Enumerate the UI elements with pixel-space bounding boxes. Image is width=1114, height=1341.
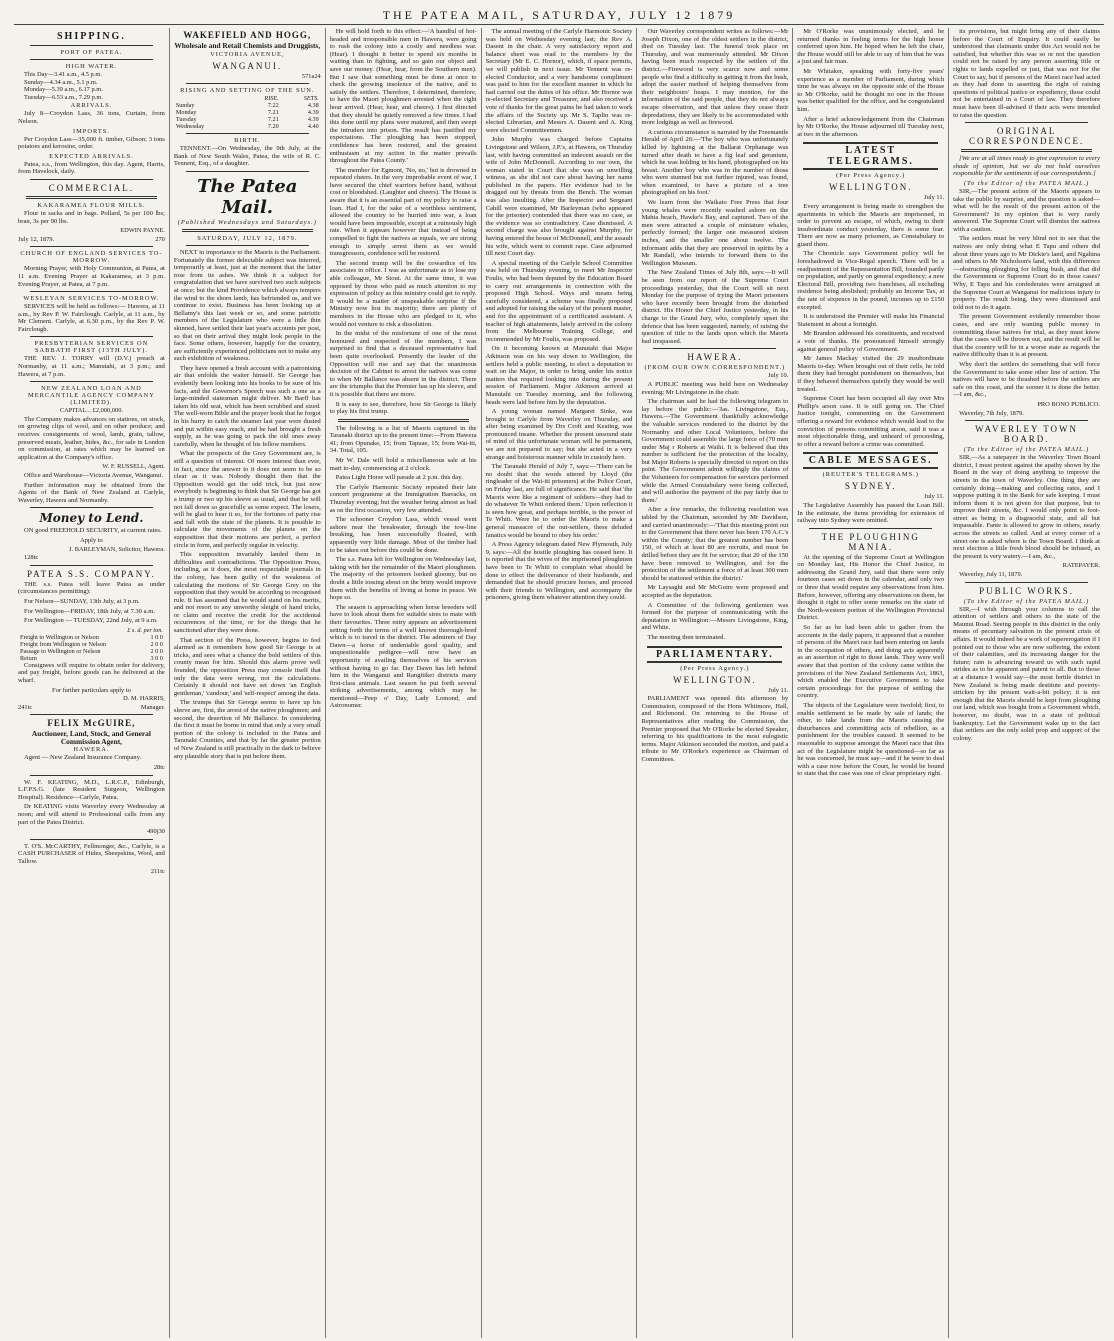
mccarthy-ref: 211tc <box>150 867 165 875</box>
letter-addressee: (To the Editor of the PATEA MAIL.) <box>963 446 1090 454</box>
leader-paragraph: They have opened a fresh account with a patronising air that enfolds the waiter himself. Sir George has evidently been looking into his books to be sure of his facts, and the Governor's Speech was such a one as a large-minded statesman might deliver. Mr Barff has taken his old seat, which has been scrubbed and sized. The well-worn Bible and the prayer book that he forgot in his hurry to catch the steamer last year were dusted and put within easy reach, and he had brought a fresh supply, as he was going to pack the old ones away carefully, when he thought of his fellow members. <box>173 364 321 448</box>
sun-header-rise: RISE. <box>264 95 279 103</box>
sailing-line: For Wellington — TUESDAY, 22nd July, at 9 a.m. <box>24 617 158 625</box>
letter-signature: PRO BONO PUBLICO. <box>1037 400 1101 408</box>
commercial-heading: COMMERCIAL. <box>48 182 135 193</box>
news-item: The annual meeting of the Carlyle Harmonic Society was held on Wednesday evening last; the Rev A. Dasent in the chair. A very satisfactory report and balance sheet was read to the members by the Secretary (Mr E. C. Hornor), which, if space permits, we will publish in next issue. Mr Tennent was re-elected Conductor, and a very handsome compliment was paid to him for the excellent manner in which he had carried out the duties of his office. Mr Hornor was re-elected Secretary and Treasurer, and also received a vote of thanks for the great pains he had taken to work the affairs of the Society up. Mr S. Taplin was re-elected Librarian, and Messrs A. Dasent and A. King were elected Committeemen. <box>485 28 633 134</box>
money-text: ON good FREEHOLD SECURITY, at current rates. <box>24 527 162 535</box>
patea-footer <box>18 704 165 712</box>
freight-row <box>18 634 165 641</box>
sun-table <box>174 95 321 130</box>
tide-line: Monday—5.39 a.m., 6.17 p.m. <box>24 86 103 94</box>
cable-place: SYDNEY. <box>844 481 897 492</box>
parliamentary-paragraph: Mr O'Rorke was unanimously elected, and he returned thanks in feeling terms for the high honor conferred upon him. He hoped when he left the chair, the House would still be able to say of him that he was a just and fair man. <box>797 28 945 66</box>
cable-date: July 11. <box>924 493 945 501</box>
sun-set: 4.40 <box>307 123 319 131</box>
divider <box>26 196 157 199</box>
mcguire-ref: 28tc <box>153 764 165 772</box>
leader-paragraph: What the prospects of the Grey Government are, is still a question of interest. Of more interest than ever, in fact, since the answer to it does not seem to be so clear as it was. Nobody thought then that the Opposition would get the odd trick, but just now everybody is beginning to think that Sir George has got a trump or two up his sleeve as usual, and that he will not fall down so gracefully as some expect. The losers, will be glad to hear it so, for the fortunes of party rise and fall with the state of the planets. It is possible to calculate the movements of the planets on the supposition that their motions are perfect, a perfect circle in form, and perfectly regular in velocity. <box>173 450 321 549</box>
column-4 <box>481 28 637 1338</box>
presbyterian-text: THE REV. J. TORRY will (D.V.) preach at Normanby, at 11 a.m.; Manutahi, at 3 p.m.; and Hawera, at 7 p.m. <box>18 355 165 378</box>
news-item: The s.s. Patea left for Wellington on Wednesday last, taking with her the remainder of the Maori ploughmen. The majority of the prisoners looked gloomy, but no doubt a little tossing about on the briny would improve them with the benefits of living at home in peace. We hope so. <box>329 556 477 602</box>
hawera-paragraph: The chairman said he had the following telegram to lay before the public:—'Jas. Livingstone, Esq., Hawera.—The Government thankfully acknowledge the valuable services rendered to the district by the Normanby and other Local Volunteers, before the Government could assemble the large force of (70 men under Maj r Roberts at Waihi. It is believed that this number is sufficient for the protection of the locality, but Major Roberts is specially directed to report on this point. The Government admit willingly the claims of the Volunteers for compensation for services performed while the Armed Constabulary were being collected, and will authorise the payment of the pay fairly due to them.' <box>641 398 789 504</box>
letter-paragraph: The settlers must be very blind not to see that the natives are only doing what E Tapu and others did about three years ago to Mr Dickie's land, and Ngahina and others to Mr Nicholson's land, with this difference—obstructing ploughing for felling bush, and that did the Government or Supreme Court do in those cases? Why, E Tapu and his confederates were arraigned at the Supreme Court at Wanganui for malicious injury to property. The result being, they were dismissed and told not to do it again. <box>953 235 1101 311</box>
tide-line: Sunday—4.34 a.m., 5.1 p.m. <box>24 78 98 86</box>
shipping-heading: SHIPPING. <box>57 31 126 42</box>
freight-value: 2 0 0 <box>150 647 163 655</box>
divider <box>30 179 153 180</box>
news-item: The season is approaching when horse breeders will have to look about them for suitable sires to mate with their favourites. Three entry appears an advertisement setting forth the terms of a well known thorough-bred which is to travel in the district. The admirers of Day Dawn—a horse of undeniable good quality, and unquestionable pedigree—will now have an opportunity of availing themselves of his services without having to go far. Day Dawn has left behind him in the Wanganui and Rangitikei districts many first-class animals. Last season he put forth several striking advertisements, among which may be mentioned—Peep o' Day, Lady Lomond, and Astronomer. <box>329 603 477 710</box>
news-item: A special meeting of the Carlyle School Committee was held on Thursday evening, to meet Mr Inspector Foulis, who had been deputed by the Education Board to carry out arrangements in connection with the proposed High School. Ways and means being carefully considered, a scheme was finally proposed and adopted for raising the salary of the present master, and for the appointment of a certificated assistant. A teacher of high attainments, lately arrived in the colony from the Melbourne Training College, and recommended by Mr Foulis, was proposed. <box>485 259 633 343</box>
telegram-paragraph: Supreme Court has been occupied all day over Mrs Phillip's arson case. It is still going on. The Chief Justice tonight, commenting on the Government offering a reward for evidence which would lead to the conviction of persons committing arson, said it was a most objectionable thing, and unheard of proceeding, to offer a reward before a crime was committed. <box>797 395 945 448</box>
high-water-heading: HIGH WATER. <box>65 63 118 70</box>
letter-paragraph: SIR,—The present action of the Maoris appears to take the public by surprise, and the question is asked—what will be the result of the present action of the Government? In my opinion that is very rarely answered. The Supreme Court will dismiss the natives with a caution. <box>953 187 1101 233</box>
cable-text: The Legislative Assembly has passed the Loan Bill. In the estimate, the items providing for extension of railway into Sydney were omitted. <box>797 501 945 525</box>
parliamentary-paragraph: Mr Whitaker, speaking with forty-five years' experience as a member of Parliament, during which time he was always on the opposite side of the House to Mr O'Rorke, said he thought no one in the House was better qualified for the office, and he congratulated him. <box>797 67 945 113</box>
masthead-title: THE PATEA MAIL, SATURDAY, JULY 12 1879 <box>382 7 736 22</box>
mills-footer <box>18 236 165 244</box>
telegram-paragraph: It is understood the Premier will make his Financial Statement in about a fortnight. <box>797 313 945 328</box>
cable-messages-heading: CABLE MESSAGES. <box>803 452 938 469</box>
sun-rise: 7.20 <box>267 123 279 131</box>
patea-ss-text: THE s.s. Patea will leave Patea as under (circumstances permitting): <box>18 580 165 596</box>
freight-table <box>18 627 165 662</box>
arrivals-text: July 8—Croydon Lass, 36 tons, Curtain, from Nelson. <box>18 110 165 125</box>
tide-line: Tuesday—6.53 a.m., 7.29 p.m. <box>24 93 103 101</box>
letter-paragraph: SIR,—I wish through your columns to call the attention of settlers and others to the state of the Maunui Road. Seeing people in this district in the only means of pecuniary salvation in the present crisis of affairs. It would indeed be a work of supererogation if I pointed out to those who are now suffering, the extent of their calamities, and its increasing danger for the future; rain is advancing toward us with such rapid strides as to be apparent and patent to all. But to those at a distance I would say—the most fertile district in New Zealand is being made destitute and poverty-stricken by the present wait-a-bit policy; it is not enough that the Maoris should be kept from ploughing our land, which was bought from a Government which, however, no doubt, was in a state of political bankruptcy. Let the Government wake up to the fact that settlers are the only solid prop and support of the colony. <box>953 605 1101 742</box>
paper-subtitle: (Published Wednesdays and Saturdays.) <box>177 218 317 226</box>
leader-paragraph: In the midst of the misfortune of one of the most honoured and respected of the members, I was surprised to find that a deceased representative had been quite overlooked. Presently the leader of the Opposition will rise and say that the unanimous decision of the Cabinet to arrest the natives was come to when Mr Ballance was absent in the district. There are the triumphs that the Premier has up his sleeve, and it is possible that there are more. <box>329 330 477 398</box>
latest-telegrams-heading: LATEST TELEGRAMS. <box>803 142 938 170</box>
patea-signature: D. M. HARRIS, <box>123 695 165 703</box>
mcguire-name: FELIX McGUIRE, <box>47 718 136 729</box>
news-item: The following is a list of Maoris captured in the Taranaki district up to the present time:—From Hawera 41; from Opunake, 15; from Tapuae, 15; from Wai-iti, 34. Total, 105. <box>329 424 477 455</box>
patea-ref: 241tc <box>18 703 33 711</box>
column-1 <box>14 28 169 1338</box>
wakefield-hogg-ref: 571a24 <box>301 72 321 80</box>
letter-addressee: (To the Editor of the PATEA MAIL.) <box>963 179 1090 187</box>
divider <box>653 348 776 349</box>
letter-addressee: (To the Editor of the PATEA MAIL.) <box>963 597 1090 605</box>
issue-date: SATURDAY, JULY 12, 1879. <box>197 234 298 242</box>
divider <box>186 171 309 172</box>
telegram-paragraph: Mr Brandon addressed his constituents, and received a vote of thanks. He pronounced himself strongly against general policy of Government. <box>797 330 945 353</box>
col-pounds: £ <box>127 626 131 634</box>
news-item: The New Zealand Times of July 8th, says:—It will be seen from our report of the Supreme Court proceedings yesterday, that the Court will sit next Monday for the purpose of trying the Maori prisoners who have recently been brought from the disturbed district. His Honor the Chief Justice yesterday, in his charge to the Grand Jury, who, completely upset the defence that has been suggested, namely, of raising the question of title to the lands upon which the Maoris had trespassed. <box>641 269 789 345</box>
divider <box>30 839 153 840</box>
leader-paragraph: That section of the Press, however, begins to feel alarmed as it remembers how good Sir George is at tricks, and sees what a chance the bold settlers of this county mean for him. Should this alarm prove well founded, the opposition Press may console itself that only the data were wrong, not the calculations. Certainly it should not have set down 'an English gentleman,' 'candour,' and 'self-respect' among the data. <box>173 636 321 697</box>
freight-header-units <box>120 627 165 634</box>
keating-ref: 490j30 <box>147 828 165 836</box>
hawera-paragraph: After a few remarks, the following resolution was tabled by the Chairman, seconded by Mr Davidson, and carried unanimously:—'That this meeting point out to the Government that there never has been 170 A.C.'s within the County; that the greatest number has been 150, of which at least 80 are recruits, and must be drilled before they are fit for service; that 20 of the 150 have been removed to Wellington, and for the protection of the settlement a force of at least 300 men should be stationed within the district.' <box>641 506 789 582</box>
news-item: A curious circumstance is narrated by the Freemantle Herald of April 26:—'The boy who was unfortunately killed by lightning at the Ballarat Orphanage was turned after death to have a fig leaf and geranium, which he was holding in his hand, photographed on his breast. Another boy who was in the number of those who were stunned but not further injured, was found, when examined, to have a picture of a tree photographed on his foot.' <box>641 128 789 197</box>
freight-label: Return <box>20 654 37 662</box>
news-item: The Taranaki Herald of July 7, says:—'There can be no doubt that the words uttered by Lloyd (the ringleader of the Wai-iti prisoners) at the Police Court, on Friday last, are full of significance. He said that 'the Maoris were like a regiment of soldiers—they had to do whatever Te Whiti ordered them.' Upon reflection it is seen how great, and perhaps terrible, is the power of Te Whiti. Were he to order the Maoris to make a general massacre of the out-settlers, these deluded fanatics would be bound to obey his order.' <box>485 463 633 539</box>
letter-signature: RATEPAYER. <box>1062 562 1101 570</box>
col-per-ton: per ton. <box>143 626 163 634</box>
parliamentary-paragraph: After a brief acknowledgement from the Chairman by Mr O'Rorke, the House adjourned till Tuesday next, at two in the afternoon. <box>797 115 945 138</box>
hawera-subheading: (FROM OUR OWN CORRESPONDENT.) <box>644 364 786 372</box>
wakefield-hogg-name: WAKEFIELD AND HOGG, <box>183 30 312 40</box>
freight-row <box>18 655 165 662</box>
divider <box>186 83 309 84</box>
letter-paragraph: The present Government evidently remember those cases, and are only wanting public money in committing those natives for trial, as they must know that the cases will be thrown out, and the result will be that the country will be in a worse state as regards the native difficulty than it is at present. <box>953 313 1101 359</box>
mills-date: July 12, 1879. <box>18 235 55 243</box>
col-pence: d. <box>137 626 143 634</box>
letter-date: Waverley, July 11, 1879. <box>959 571 1023 579</box>
divider <box>30 714 153 715</box>
column-3 <box>325 28 481 1338</box>
tide-list <box>18 71 165 101</box>
divider <box>809 528 932 529</box>
divider <box>182 229 313 232</box>
freight-value: 1 0 0 <box>150 633 163 641</box>
divider <box>965 122 1088 123</box>
patea-role: Manager. <box>140 703 165 711</box>
keating-text: Dr KEATING visits Waverley every Wednesday at noon; and will attend to Professional calls from any part of the Patea District. <box>18 803 165 826</box>
sun-set: 4.39 <box>307 116 319 124</box>
column-2 <box>169 28 325 1338</box>
sun-row <box>174 109 321 116</box>
latest-agency: (Per Press Agency.) <box>836 172 906 180</box>
telegram-paragraph: Mr James Mackay visited the 29 insubordinate Maoris to-day. When brought out of their cells, he told them they had brought punishment on themselves, but if they behaved themselves quietly they would be well treated. <box>797 355 945 393</box>
hawera-paragraph: A Committee of the following gentlemen was formed for the purpose of communicating with the deputation in Wellington:—Messrs Livingstone, King, and White. <box>641 601 789 632</box>
latest-place: WELLINGTON. <box>828 182 913 193</box>
leader-paragraph: The second trump will be the cowardice of his associates in office. I was as unfortunate as to lose my able colleague, Mr Stout. At the same time, it was opposed by those who paid as much attention to my expression of policy as this ministry could get to reply. It would be a matter of unspeakable surprise if the Ministry now lost its majority; there are plenty of members in the House who are pledged to it, who would not venture to risk a dissolution. <box>329 259 477 328</box>
news-item: A Press Agency telegram dated New Plymouth, July 9, says:—All the hostile ploughing has ceased here. It is reported that the wives of the imprisoned ploughmen have been to Te Whiti to complain what should be done to effect the deliverance of their husbands, and demanded that he should procure horses, and proceed with their friends to Wellington, and accompany the prisoners, giving them whatever attention they could. <box>485 541 633 602</box>
correspondence-note: [We are at all times ready to give expression to every shade of opinion, but we do not hold ourselves responsible for the sentiments of our correspondents.] <box>953 155 1101 178</box>
parliamentary-date: July 11. <box>768 686 789 694</box>
ploughing-mania-heading: THE PLOUGHING MANIA. <box>821 531 920 552</box>
ploughing-paragraph: its provisions, but might bring any of their claims before the Court of Enquiry. It could easily be understood that claimants under this Act would not be satisfied, but whether this was so or not the question could not be raised by any person asserting title or rights to lands expelled or just, that was not for the Court to say, but if persons of the Maori race had acted as they had done in asserting the right of raising questions of political justice or expediency, those could not be entertained in a Court of law. They therefore must have been ill-advised if their acts were intended to raise the question. <box>953 28 1101 119</box>
port-heading: PORT OF PATEA. <box>60 49 123 56</box>
money-heading: Money to Lend. <box>39 511 144 526</box>
ploughing-paragraph: The objects of the Legislature were twofold; first, to enable settlement to be made by sale of lands; the other, to take lands from the Maoris causing the disturbances and committing acts of rebellion, as a punishment for the troubles caused. It seemed to be reasonable to suppose amongst the Maori race that this act of the Legislature might be questioned—so far as he was concerned, he must say—and if he were to deal with a case now before the Court, he would be bound to state that the case was one of clear proprietary right. <box>797 701 945 778</box>
freight-label: Passage to Wellington or Nelson <box>20 647 101 655</box>
divider <box>338 419 469 422</box>
nz-loan-office: Office and Warehouse—Victoria Avenue, Wanganui. <box>24 472 164 479</box>
telegram-paragraph: The Chronicle says Government policy will be foreshadowed in Vice-Regal speech. There will be a readjustment of the Representation Bill, founded partly on population, and partly on general expediency; a new Electoral Bill, providing two franchises, all excluding residence being abolished; probably an Income Tax, at the rate of sixpence in the pound, incomes up to £150 excepted. <box>797 250 945 311</box>
birth-heading: BIRTH. <box>234 137 261 145</box>
hawera-heading: HAWERA. <box>687 352 743 363</box>
sun-rise: 7.21 <box>267 109 279 117</box>
news-item: Mr W. Dale will hold a miscellaneous sale at his mart to-day, commencing at 2 o'clock. <box>329 457 477 472</box>
freight-label: Freight from Wellington or Nelson <box>20 640 107 648</box>
church-text: Morning Prayer, with Holy Communion, at Patea, at 11 a.m. Evening Prayer at Kakaramea, at 3 p.m. Evening Prayer, at Patea, at 7 p.m. <box>18 265 165 288</box>
sun-header-blank <box>174 95 242 102</box>
freight-value: 3 0 0 <box>150 654 163 662</box>
divider <box>965 420 1088 421</box>
imports-text: Per Croydon Lass—35,000 ft. timber, Gibson; 3 tons potatoes and kerosine, order. <box>18 135 165 151</box>
parliamentary-text: PARLIAMENT was opened this afternoon by Commission, composed of the Hons Whitmore, Hall, and Richmond. On returning to the House of Representatives after reading the Commission, the Premier proposed that Mr O'Rorke be elected Speaker, referring to his qualifications in the most eulogistic terms. Major Atkinson seconded the motion, and paid a tribute to Mr O'Rorke's experience as Chairman of Committees. <box>641 695 789 763</box>
mcguire-role: Auctioneer, Land, Stock, and General Commission Agent, <box>31 729 151 746</box>
paper-title: The Patea Mail. <box>197 175 298 218</box>
sun-day: Wednesday <box>175 123 205 131</box>
hawera-paragraph: The meeting then terminated. <box>647 633 726 641</box>
column-7 <box>948 28 1104 1338</box>
freight-label: Freight to Wellington or Nelson <box>20 633 99 641</box>
news-item: We learn from the Waikato Free Press that four young whales were recently washed ashore on the Mahia beach, Hawke's Bay, and captured. Two of the men were attracted a couple of miniature whales, perfectly formed; the larger one measured sixteen inches, and the smaller one about twelve. The informant adds that they are preserved in spirits by a Mr Randall, who intends to forward them to the Wellington Museum. <box>641 199 789 267</box>
news-item: John Murphy was charged before Captains Livingstone and Wilson, J.P.'s, at Hawera, on Thursday last, with having committed an indecent assault on the wife of John McDonnell. According to our own, the woman stated in Court that she was an unwilling witness, as she did not care about having her name published in the papers. Her evidence had to be dragged out by threats from the Bench. The woman was also insulting. After the Inspector and Sergeant Cahill were examined, Mr Barleyman (who appeared for the prisoner) contended that there was no case, as the evidence was so contradictory. Case dismissed. A second charge was also brought against Murphy, for having entered the house of McDonnell, and the assault his wife, which went to commit rape. Case adjourned till next Court day. <box>485 136 633 258</box>
paper-banner <box>174 176 321 218</box>
divider <box>186 133 309 134</box>
mills-heading: KAKARAMEA FLOUR MILLS. <box>37 201 146 209</box>
divider <box>30 507 153 508</box>
mills-signature: EDWIN PAYNE. <box>120 227 165 235</box>
mccarthy-text: T. O'S. McCARTHY, Fellmonger, &c., Carlyle, is a CASH PURCHASER of Hides, Sheepskins, Wool, and Tallow. <box>18 842 165 865</box>
wakefield-hogg-town: WANGANUI. <box>212 60 283 71</box>
sun-set: 4.38 <box>307 102 319 110</box>
mcguire-place: HAWERA. <box>73 746 110 754</box>
expected-text: Patea, s.s., from Wellington, this day. Agent, Harris, from Havelock, daily. <box>18 160 165 176</box>
column-5 <box>636 28 792 1338</box>
divider <box>30 45 153 46</box>
freight-row <box>18 648 165 655</box>
columns <box>14 28 1104 1338</box>
leader-paragraph: He will hold forth to this effect:—'A handful of hot-headed and irresponsible men in Hawera, were going to rush the colony into a costly and needless war. (Hear). I thought it better to spend six months in waiting than in fighting, and so gain our object and save our money. (Hear, hear, from the Southern men). But I saw that something must be done at once to check the growing insolence of the native, and to satisfy the settlers. Therefore, I determined, therefore, to have the Maori ploughmen arrested when the right hour arrived. (Hear, hear, and cheers). I first directed that they should be quietly removed a few times. I had this done until my plans were matured, and then swept the intruders into prison. The result has justified my expectations. The ploughing has been stopped, confidence has been restored, and the greatest enthusiasm at my action in the matter prevails throughout the Patea County.' <box>329 28 477 165</box>
sun-rise: 7.22 <box>267 102 279 110</box>
masthead <box>14 6 1104 25</box>
news-item: On it becoming known at Manutahi that Major Atkinson was on his way down to Wellington, the settlers held a public meeting, to elect a deputation to wait on the Major, in order to bring under his notice matters that required looking into during the present session of Parliament. Major Atkinson arrived at Manutahi on Tuesday morning, and the following heads were laid before him by the deputation. <box>485 345 633 406</box>
divider <box>30 336 153 337</box>
ploughing-paragraph: So far as he had been able to gather from the accounts in the daily papers, it appeared that a number of persons of the Maori race had been entering on lands in the occupation of others, and doing acts apparently as an assertion of right to those lands. They were well aware that that portion of the colony came within the provisions of the New Zealand Settlements Act, 1863, which enabled the Executive Government to take certain proceedings for the purpose of settling the country. <box>797 624 945 700</box>
consignees-text: Consignees will require to obtain order for delivery, and pay freight, before goods can be delivered at the wharf. <box>18 661 165 684</box>
latest-date: July 11. <box>924 194 945 202</box>
divider <box>30 246 153 247</box>
money-ref: 128tc <box>24 554 39 562</box>
hawera-paragraph: A PUBLIC meeting was held here on Wednesday evening; Mr Livingstone in the chair. <box>641 380 789 396</box>
leader-paragraph: The member for Egmont, 'No, no,' but is drowned in repeated cheers. In the very improbable event of war, I have secured the chief warriors before hand, without cost or bloodshed. (Laughter and cheers). The House is aware that it is an essential part of my policy to raise a loan. Had I, for the sake of a worthless sentiment, allowed the country to be hurried into war, a loan would have been impossible, except at a ruinously high rate. When it appears however that instead of being compelled to fight the natives as equals, we are strong enough to simply arrest them as we would transgressors, confidence will be restored. <box>329 166 477 258</box>
parliamentary-heading: PARLIAMENTARY. <box>647 646 782 663</box>
sun-header-sets: SETS. <box>303 95 319 103</box>
wesleyan-text: SERVICES will be held as follows:— Hawera, at 11 a.m., by Rev P. W. Fairclough. Carlyle, at 11 a.m., by Mr Clement. Carlyle, at 6.30 p.m., by the Rev P. W. Fairclough. <box>18 303 165 333</box>
sun-day: Monday <box>175 109 197 117</box>
parliamentary-agency: (Per Press Agency.) <box>680 664 750 672</box>
public-works-heading: PUBLIC WORKS. <box>979 585 1075 596</box>
leader-paragraph: It is easy to see, therefore, how Sir George is likely to play his first trump. <box>329 400 477 416</box>
parliamentary-place: WELLINGTON. <box>673 674 757 685</box>
divider <box>30 775 153 776</box>
mills-text: Flour in sacks and in bags. Pollard, 5s per 100 lbs; bran, 3s per 90 lbs. <box>18 209 165 225</box>
divider <box>30 565 153 566</box>
divider <box>30 381 153 382</box>
waverley-town-board-heading: WAVERLEY TOWN BOARD. <box>975 424 1079 445</box>
sun-day: Tuesday <box>175 116 197 124</box>
col-shillings: s. <box>131 626 136 634</box>
sun-rise: 7.21 <box>267 116 279 124</box>
letter-date: Waverley, 7th July, 1879. <box>959 409 1024 417</box>
nz-loan-heading: NEW ZEALAND LOAN AND MERCANTILE AGENCY COMPANY (LIMITED). <box>28 385 155 407</box>
news-item: A young woman named Margaret Sinke, was brought to Carlyle from Waverley on Thursday, and after being examined by Drs Croft and Keating, was pronounced insane. Whether the present unsound state of mind of this unfortunate woman will be permanent, we are not prepared to say; but she acted in a very strange and boisterous manner while in custody here. <box>485 408 633 461</box>
sailing-line: For Wellington—FRIDAY, 18th July, at 7.30 a.m. <box>24 607 155 615</box>
keating-heading: W. F. KEATING, M.D., L.R.C.P., Edinburgh, L.F.P.S.G. (late Resident Surgeon, Wellington Hospital). Residence—Carlyle, Patea. <box>18 778 165 801</box>
sun-row <box>174 123 321 130</box>
sun-set: 4.39 <box>307 109 319 117</box>
letter-paragraph: Why don't the settlers do something that will force the Government to take some other line of action. The natives will have to be thrashed before the settlers are safe on this coast, and the sooner it is done the better.—I am, &c., <box>953 360 1101 399</box>
column-6 <box>792 28 948 1338</box>
news-item: The Carlyle Harmonic Society repeated their late concert programme at the Immigration Barracks, on Thursday evening; but the weather being almost as bad as on the first occasion, very few attended. <box>329 483 477 514</box>
nz-loan-signature: W. F. RUSSELL, Agent. <box>102 463 165 471</box>
freight-value: 2 0 0 <box>150 640 163 648</box>
hawera-date: July 10. <box>768 372 789 380</box>
original-correspondence-heading: ORIGINAL CORRESPONDENCE. <box>968 126 1085 147</box>
tide-line: This Day—3.41 a.m., 4.5 p.m. <box>24 71 102 78</box>
wakefield-hogg-address: VICTORIA AVENUE, <box>210 50 285 58</box>
sun-header-row <box>174 95 321 102</box>
divider <box>186 245 309 246</box>
birth-text: TENNENT.—On Wednesday, the 9th July, at the Bank of New South Wales, Patea, the wife of R. C. Tennent, Esq., of a daughter. <box>173 145 321 168</box>
sun-heading: RISING AND SETTING OF THE SUN. <box>180 87 315 95</box>
arrivals-heading: ARRIVALS. <box>70 102 113 110</box>
hawera-paragraph: Mr Laysaght and Mr McGuire were proposed and accepted as the deputation. <box>641 584 789 599</box>
freight-header-row <box>18 627 165 634</box>
mills-ref: 270 <box>155 235 165 243</box>
leader-paragraph: The trumps that Sir George seems to have up his sleeve are, first, the arrest of the native ploughmen; and second, the desertion of Mr Ballance. In considering the first it must be borne in mind that only a very small portion of the colony is included in the Patea and Taranaki Counties, and that by far the greater portion of New Zealand is still practically in the dark to believe any plausible story that is put before them. <box>173 699 321 760</box>
freight-header-blank <box>18 627 120 634</box>
divider <box>965 582 1088 583</box>
sun-day: Sunday <box>175 102 195 110</box>
capital-line: CAPITAL... £2,000,000. <box>59 407 124 415</box>
divider <box>30 59 153 60</box>
imports-heading: IMPORTS. <box>72 127 110 135</box>
news-item: Patea Light Horse will parade at 2 p.m. this day. <box>335 474 463 482</box>
leader-paragraph: This supposition invariably landed them in difficulties and contradictions. The Opposition Press, including, as it does, the most respectable journals in the colony, has been guilty of the weakness of calculating the motions of Sir George Grey on the supposition that they would be according to recognised rule. It has assumed that he would stand on his merits, and not resort to any unworthy sleight of hand tricks, or claim and receive the credit for the accidental occurrences of the time, or for the things that he sanctioned after they were done. <box>173 551 321 635</box>
sun-row <box>174 102 321 109</box>
nz-loan-further: Further information may be obtained from the Agents of the Bank of New Zealand at Carlyle, Waverley, Hawera and Normanby. <box>18 481 165 504</box>
church-heading: CHURCH OF ENGLAND SERVICES TO-MORROW. <box>20 250 163 265</box>
money-apply: Apply to <box>80 536 103 544</box>
patea-apply: For further particulars apply to <box>52 686 131 694</box>
cable-agency: (REUTER'S TELEGRAMS.) <box>822 471 919 479</box>
wakefield-hogg-role: Wholesale and Retail Chemists and Druggists, <box>174 41 321 50</box>
freight-row <box>18 641 165 648</box>
telegram-paragraph: Every arrangement is being made to strengthen the apartments in which the Maoris are imprisoned, in order to prevent an escape, of which, owing to their insubordinate conduct yesterday, there is some fear. There are now as many prisoners, as Constabulary to guard them. <box>797 202 945 248</box>
ploughing-paragraph: At the opening of the Supreme Court at Wellington on Monday last, His Honor the Chief Justice, in addressing the Grand Jury, said that there were only fourteen cases set down in the calendar, and only two or three that would require any observations from him. Before, however, offering any observations on them, he thought it right to offer some remarks on the state of the North-western portion of the Wellington Provincial District. <box>797 553 945 622</box>
news-item: The schooner Croydon Lass, which vessel went ashore near the breakwater, through the tow-line breaking, has been successfully floated, with apparently very little damage. Most of the timber had to be taken out before this could be done. <box>329 516 477 554</box>
presbyterian-heading: PRESBYTERIAN SERVICES ON SABBATH FIRST (13TH JULY). <box>34 340 149 355</box>
news-item: Our Waverley correspondent writes as follows:—Mr Joseph Dixon, one of the oldest settlers in the district, died on Tuesday last. The funeral took place on Thursday, and was numerously attended. Mr Dixon having been much respected by the settlers of the district.—Firewood is very scarce now and some people who find a difficulty in getting it from the bush, adopt the easier method of helping themselves from their neighbours' heaps. I may mention, for the information of the said people, that they do not always escape observation, and that unless they cease their depredations, they are likely to be accommodated with more lodgings as well as firewood. <box>641 28 789 127</box>
wesleyan-heading: WESLEYAN SERVICES TO-MORROW. <box>23 295 160 303</box>
letter-paragraph: SIR,—As a ratepayer in the Waverley Town Board district, I must protest against the apathy shown by the Board in the way of doing anything to improve the streets in the town of Waverley. One thing they are certainly doing—making and collecting rates, and I suppose putting it in the Bank for safe keeping. I must inform them it is not given for that purpose, but to improve their streets, &c. I would only point to foot-street as being in a disgraceful state, and all but impassable. Fante is allowed to grow in others, nearly across the streets so called. And at every corner of a street one is asked where is the Town Board. I think at next election a little fresh blood should be infused, as the present is very watery.—I am, &c., <box>953 454 1101 560</box>
money-signature: J. BARLEYMAN, Solicitor, Hawera. <box>69 545 165 553</box>
sailing-line: For Nelson—SUNDAY, 13th July, at 3 p.m. <box>24 597 140 605</box>
sun-row <box>174 116 321 123</box>
divider <box>30 291 153 292</box>
divider <box>961 149 1092 152</box>
nz-loan-text: The Company makes advances on stations, on stock, on growing clips of wool, and on other produce; and receives consignments of wool, lamb, grain, tallow, preserved meats, leather, hides, &c., for sale in London on commission, at rates which may be learned on application at the Company's office. <box>18 415 165 461</box>
leader-paragraph: NEXT in importance to the Maoris is the Parliament. Fortunately the former delectable subject was interred, temporarily at least, just at the moment that the latter rose from its ashes. We think it a subject for congratulation that we have survived two such subjects at once; but the kind Providence which always tempers the wind to the shorn lamb, has befriended us, and we continue to exist. Business has been looking up at Bellamy's this last week or so, and some patriotic members of the Legislature who were a little thin skinned, have settled their last year's accounts per post, so that on their arrival they might look people in the face. Some others, however, happily for the country, are sufficiently experienced politicians not to make any such exhibition of weakness. <box>173 248 321 363</box>
expected-heading: EXPECTED ARRIVALS. <box>49 152 134 160</box>
mcguire-agent: Agent — New Zealand Insurance Company. <box>24 754 142 762</box>
patea-ss-heading: PATEA S.S. COMPANY. <box>26 568 156 579</box>
